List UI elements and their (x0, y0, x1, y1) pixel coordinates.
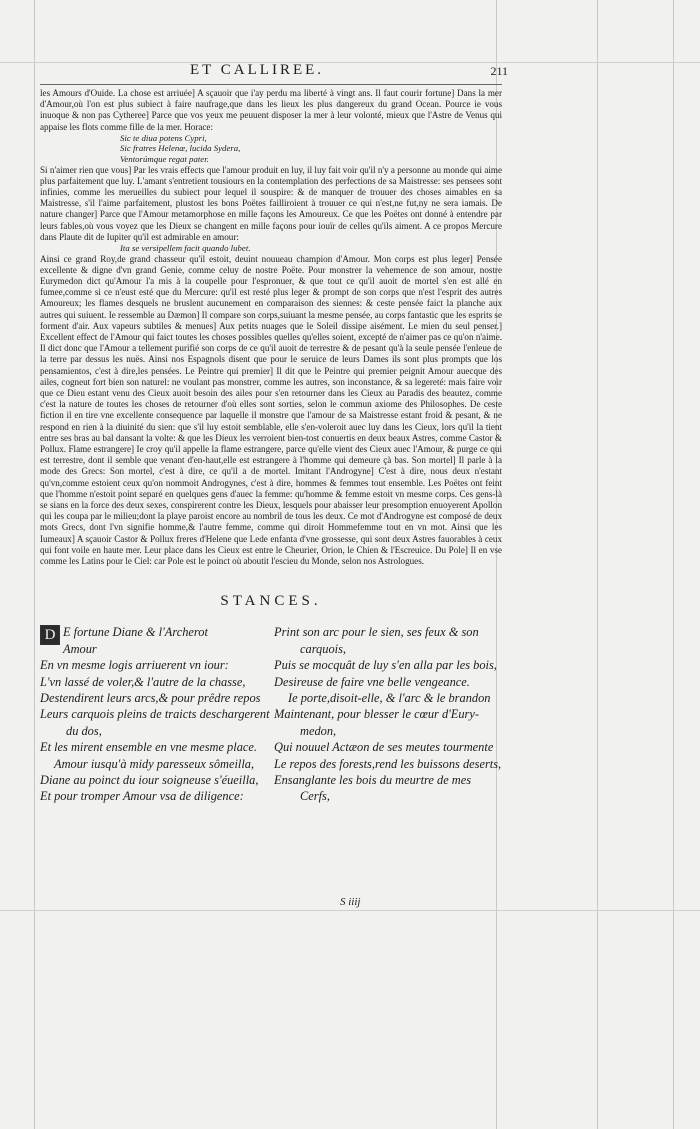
quote-line: Ita se versipellem facit quando lubet. (120, 243, 251, 254)
quote-line: Ventorúmque regat pater. (120, 154, 209, 164)
poem-line: Ie porte,disoit-elle, & l'arc & le brandon (288, 690, 491, 705)
grid-line (673, 0, 674, 1129)
running-head: ET CALLIREE. (190, 62, 325, 78)
poem-line: L'vn lassé de voler,& l'autre de la chasse, (40, 674, 246, 689)
poem-line: D E fortune Diane & l'Archerot (40, 624, 268, 640)
page-header (40, 62, 508, 82)
signature-mark: S iiij (340, 896, 361, 908)
folio-number: 211 (490, 64, 508, 78)
quote-line: Sic te diua potens Cypri, (120, 132, 207, 143)
latin-quote (120, 133, 502, 165)
poem-line: Et les mirent ensemble en vne mesme place. (40, 740, 257, 755)
poem-line: Le repos des forests,rend les buissons deserts, (274, 756, 502, 771)
poem-line: Qui nouuel Actæon de ses meutes tourmente (274, 740, 494, 755)
grid-line (0, 910, 700, 911)
commentary (40, 88, 502, 567)
poem-line: Desireuse de faire vne belle vengeance. (274, 674, 470, 689)
poem-line: En vn mesme logis arriuerent vn iour: (40, 658, 229, 673)
grid-line (34, 0, 35, 1129)
poem-line: Leurs carquois pleins de traicts deschargerent (40, 707, 270, 722)
stances-title: STANCES. (220, 593, 322, 610)
commentary-paragraph: Ainsi ce grand Roy,de grand chasseur qu'il estoit, deuint nouueau champion d'Amour. Mon corps est plus leger] Pensée excellente & digne d'vn grand Genie, comme celuy de nostre Poëte. Pour monstrer la vehemence de son amour, nostre Eurymedon dict qu'Amour l'a mis à la coupelle pour l'espronuer, & que tout ce qu'il auoit de mortel s'en est allé en fumee,comme si ce n'eust esté que du Mercure: qu'il est resté plus leger & prompt de son corps que n'est l'esprit des autres Amoureux; les flames desquels ne bruslent aucunement en comparaison des siennes: & ceste pensée faict la planche aux autres qui suiuent. Ie ressemble au Dæmon] Il compare son corps,suiuant la mesme pensée, au corps fantastic que les esprits se forment d'air. Aux vapeurs subtiles & menues] Aux petits nuages que le Soleil dissipe aisément. Le mien du seul penser.] Excellent effect de l'Amour qui faict toutes les choses possibles quelles qu'elles soient, excepté de n'aimer pas ce qu'on n'aime. Il dict donc que l'Amour a tellement purifié son corps de ce qu'il auoit de terrestre & de pesant qu'à la seule pensée l'enleue de la terre par dessus les nuës. Ainsi nos Espagnols disent que pour le seruice de leurs Dames ils sont plus prompts que los pensamientos, c'est à dire,les pensées. Le Peintre qui premier] Il dit que le Peintre qui premier peignit Amour auecque des ailes, cogneut fort bien son naturel: ne voulant pas monstrer, comme les autres, son inconstance, & sa legereté: mais faire voir que ce Dieu estant venu des Cieux auoit besoin des ailes pour s'en retourner dans les Cieux au Paradis des beautez, comme c'est la nature de toutes les choses de retourner d'où elles sont sorties, selon le commun axiome des Philosophes. De ceste fiction il en tire vne excellente consequence par laquelle il monstre que l'amour de sa Maistresse estant froid & pesant, & ne respond en rien à la diuinité du sien: que s'il luy estoit semblable, elle s'en-voleroit auec luy dans les Cieux, lors qu'il la tient entre ses bras au bal dansant la volte: & que les Dieux les verroient bien-tost conuertis en deux beaux Astres, comme Castor & Pollux. Flame estrangere] Ie croy qu'il appelle la flame estrangere, parce qu'elle vient des Cieux auec l'Amour, & purge ce qui est terrestre, dont il semble que venant d'en-haut,elle est estrangere à l'homme qui demeure çà bas. Son mortel] Il parle à la mode des Grecs: Son mortel, c'est à dire, ce qu'il a de mortel. Imitant l'Androgyne] C'est à dire, nous deux n'estant qu'vn,comme estoient ceux qu'on nommoit Androgynes, c'est à dire, hommes & femmes tout ensemble. Les Poëtes ont feint que l'homme n'estoit point separé en quelques gens d'auec la femme: qu'homme & femme estoit vn mesme corps. Ces gens-là se sians en la force des deux sexes, conspirerent contre les Dieux, lesquels pour abaisser leur presomption enuoyerent Apollon qui les coupa par le milieu;dont la playe paroist encore au nombril de tous les deux. Ce mot d'Androgyne est composé de deux mots Grecs, dont l'vn signifie homme,& l'autre femme, comme qui diroit Hommefemme tout en vn mot. Ainsi que les Iumeaux] A sçauoir Castor & Pollux freres d'Helene que Lede enfanta d'vne grossesse, qui sont deux Astres fauorables à ceux qui font voile en haute mer. Leur place dans les Cieux est entre le Cheurier, Orion, le Chien & l'Escreuice. Du Pole] Il en vse comme les Latins pour le Ciel: car Pole est le poinct où aboutit l'escieu du Monde, selon nos Astrologues. (40, 253, 502, 567)
poem-column-left (40, 624, 268, 804)
poem-line: Amour iusqu'à midy paresseux sômeilla, (54, 756, 255, 771)
poem-line: du dos, (66, 723, 102, 738)
commentary-paragraph: Si n'aimer rien que vous] Par les vrais effects que l'amour produit en luy, il luy fait voir qu'il n'y a personne au monde qui aime plus parfaitement que luy. L'amant s'entretient tousiours en la contemplation des perfections de sa Maistresse: ses pensees sont infinies, comme les merueilles du subiect pour lequel il souspire: & de manquer de trouuer des choses aimables en sa Maistresse, s'il l'aime parfaitement, plustost les bons Poëtes failliroient à trouuer ce qui n'est,ne fut,ny ne sera iamais. De nature changer] Parce que l'Amour metamorphose en mille façons les Amoureux. Ce que les Poëtes ont donné à entendre par leurs fables,où vous voyez que les Dieux se changent en mille façons pour iouïr de celles qu'ils aiment. A ce propos Mercure dans Plaute dit de Iupiter qu'il est admirable en amour: (40, 164, 502, 242)
quote-line: Sic fratres Helenæ, lucida Sydera, (120, 143, 241, 154)
poem-line: Diane au poinct du iour soigneuse s'éueilla, (40, 772, 259, 787)
grid-line (597, 0, 598, 1129)
drop-cap: D (40, 625, 60, 645)
poem-line: medon, (300, 723, 337, 738)
poem-column-right (274, 624, 502, 804)
poem-line: carquois, (300, 641, 347, 656)
poem-line: Et pour tromper Amour vsa de diligence: (40, 789, 244, 804)
header-rule (40, 84, 502, 85)
poem-line: Destendirent leurs arcs,& pour prêdre repos (40, 690, 261, 705)
poem-line: Print son arc pour le sien, ses feux & son (274, 625, 479, 640)
poem-line: Puis se mocquât de luy s'en alla par les bois, (274, 658, 497, 673)
book-page (40, 62, 508, 805)
commentary-paragraph: les Amours d'Ouide. La chose est arriuée] A sçauoir que i'ay perdu ma liberté à vingt ans. Il faut courir fortune] Dans la mer d'Amour,où l'on est plus subiect à faire naufrage,que dans les lieux les plus dangereux du grand Ocean. Pource ie vous inuoque & non pas Cytheree] Parce que vos yeux me peuuent disposer la mer à leur volonté, mieux que l'Astre de Venus qui appaise les flots comme fille de la mer. Horace: (40, 88, 502, 132)
poem-line: Maintenant, pour blesser le cœur d'Eury- (274, 707, 480, 722)
poem-line: Cerfs, (300, 789, 330, 804)
poem-line: Amour (63, 641, 97, 656)
stances-poem (40, 624, 502, 804)
latin-quote (120, 243, 502, 254)
poem-line: Ensanglante les bois du meurtre de mes (274, 772, 472, 787)
